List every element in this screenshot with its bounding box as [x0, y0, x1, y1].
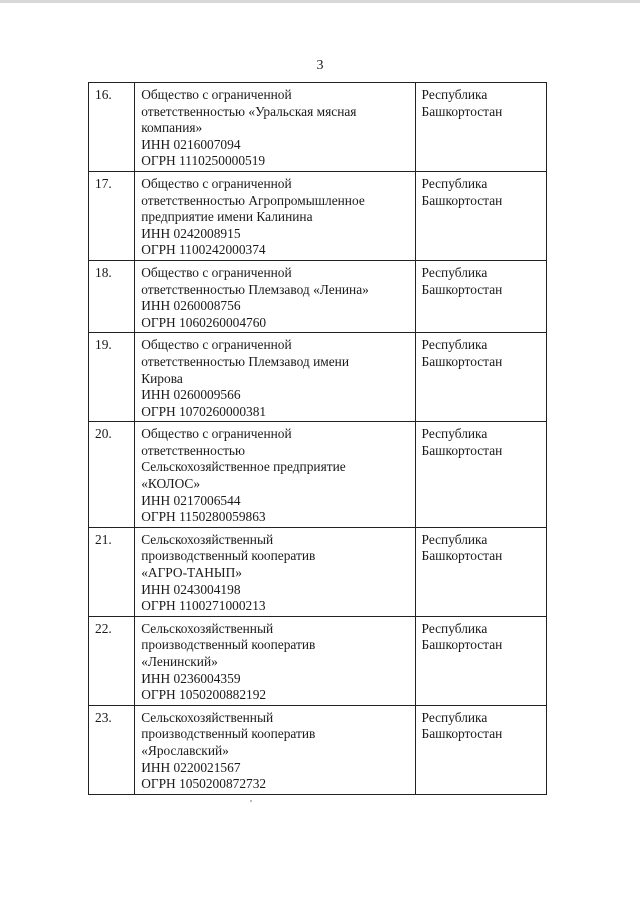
organization-cell — [135, 171, 415, 260]
table-row — [89, 527, 547, 616]
organization-name-line: Сельскохозяйственное предприятие — [141, 459, 346, 475]
region-line: Башкортостан — [421, 353, 503, 369]
organization-cell — [135, 333, 415, 422]
row-number: 22. — [89, 616, 135, 705]
table-row — [89, 422, 547, 528]
region-line: Республика — [421, 620, 488, 636]
region-cell — [415, 83, 546, 172]
ogrn-value: ОГРН 1060260004760 — [141, 314, 267, 330]
table-row — [89, 83, 547, 172]
scan-speck — [250, 800, 252, 802]
organization-name-line: Общество с ограниченной — [141, 175, 292, 191]
ogrn-value: ОГРН 1100271000213 — [141, 598, 266, 614]
region-line: Башкортостан — [421, 637, 503, 653]
region-line: Башкортостан — [421, 103, 503, 119]
ogrn-value: ОГРН 1150280059863 — [141, 509, 266, 525]
region-line: Республика — [421, 175, 488, 191]
inn-value: ИНН 0217006544 — [141, 492, 241, 508]
inn-value: ИНН 0243004198 — [141, 581, 241, 597]
table-row — [89, 616, 547, 705]
organization-name-line: ответственностью — [141, 442, 246, 458]
region-line: Республика — [421, 337, 488, 353]
table-row — [89, 171, 547, 260]
organization-cell — [135, 83, 415, 172]
organizations-table — [88, 82, 547, 795]
row-number: 17. — [89, 171, 135, 260]
region-line: Башкортостан — [421, 281, 503, 297]
organization-name-line: ответственностью «Уральская мясная — [141, 103, 357, 119]
region-line: Республика — [421, 264, 488, 280]
organization-name-line: Сельскохозяйственный — [141, 620, 274, 636]
ogrn-value: ОГРН 1110250000519 — [141, 153, 266, 169]
inn-value: ИНН 0242008915 — [141, 225, 241, 241]
region-cell — [415, 527, 546, 616]
organization-name-line: «Ярославский» — [141, 742, 229, 758]
inn-value: ИНН 0216007094 — [141, 136, 241, 152]
organization-name-line: Общество с ограниченной — [141, 426, 292, 442]
organization-name-line: Сельскохозяйственный — [141, 531, 274, 547]
organization-name-line: Общество с ограниченной — [141, 87, 292, 102]
row-number: 18. — [89, 260, 135, 332]
row-number: 23. — [89, 705, 135, 794]
region-cell — [415, 422, 546, 528]
region-line: Башкортостан — [421, 442, 503, 458]
region-line: Башкортостан — [421, 548, 503, 564]
organization-name-line: «Ленинский» — [141, 654, 218, 669]
inn-value: ИНН 0260008756 — [141, 298, 241, 314]
organization-name-line: «КОЛОС» — [141, 476, 201, 492]
inn-value: ИНН 0220021567 — [141, 759, 241, 775]
organization-name-line: производственный кооператив — [141, 637, 316, 653]
organization-name-line: производственный кооператив — [141, 726, 316, 742]
table-row — [89, 705, 547, 794]
organization-name-line: ответственностью Племзавод имени — [141, 353, 349, 369]
region-line: Башкортостан — [421, 192, 503, 208]
row-number: 21. — [89, 527, 135, 616]
region-cell — [415, 333, 546, 422]
ogrn-value: ОГРН 1070260000381 — [141, 403, 267, 419]
region-cell — [415, 260, 546, 332]
inn-value: ИНН 0236004359 — [141, 670, 241, 686]
organization-name-line: Общество с ограниченной — [141, 264, 292, 280]
organization-name-line: ответственностью Племзавод «Ленина» — [141, 281, 369, 297]
organization-cell — [135, 422, 415, 528]
organization-cell — [135, 705, 415, 794]
page-top-edge — [0, 0, 640, 3]
organization-cell — [135, 260, 415, 332]
row-number: 16. — [89, 83, 135, 172]
organization-cell — [135, 616, 415, 705]
organization-name-line: Общество с ограниченной — [141, 337, 292, 353]
region-line: Республика — [421, 709, 488, 725]
organization-name-line: компания» — [141, 120, 203, 136]
region-line: Республика — [421, 87, 488, 102]
organization-cell — [135, 527, 415, 616]
table-row — [89, 333, 547, 422]
organizations-table-body — [89, 83, 547, 795]
organization-name-line: производственный кооператив — [141, 548, 316, 564]
row-number: 19. — [89, 333, 135, 422]
organization-name-line: предприятие имени Калинина — [141, 209, 313, 225]
ogrn-value: ОГРН 1050200872732 — [141, 776, 267, 792]
region-line: Республика — [421, 426, 488, 442]
organization-name-line: Кирова — [141, 370, 183, 386]
region-line: Республика — [421, 531, 488, 547]
organization-name-line: ответственностью Агропромышленное — [141, 192, 365, 208]
organization-name-line: Сельскохозяйственный — [141, 709, 274, 725]
table-row — [89, 260, 547, 332]
row-number: 20. — [89, 422, 135, 528]
ogrn-value: ОГРН 1050200882192 — [141, 687, 267, 703]
region-cell — [415, 171, 546, 260]
region-line: Башкортостан — [421, 726, 503, 742]
page-number: 3 — [316, 58, 324, 73]
organization-name-line: «АГРО-ТАНЫП» — [141, 565, 242, 581]
region-cell — [415, 616, 546, 705]
region-cell — [415, 705, 546, 794]
ogrn-value: ОГРН 1100242000374 — [141, 242, 266, 258]
inn-value: ИНН 0260009566 — [141, 387, 241, 403]
